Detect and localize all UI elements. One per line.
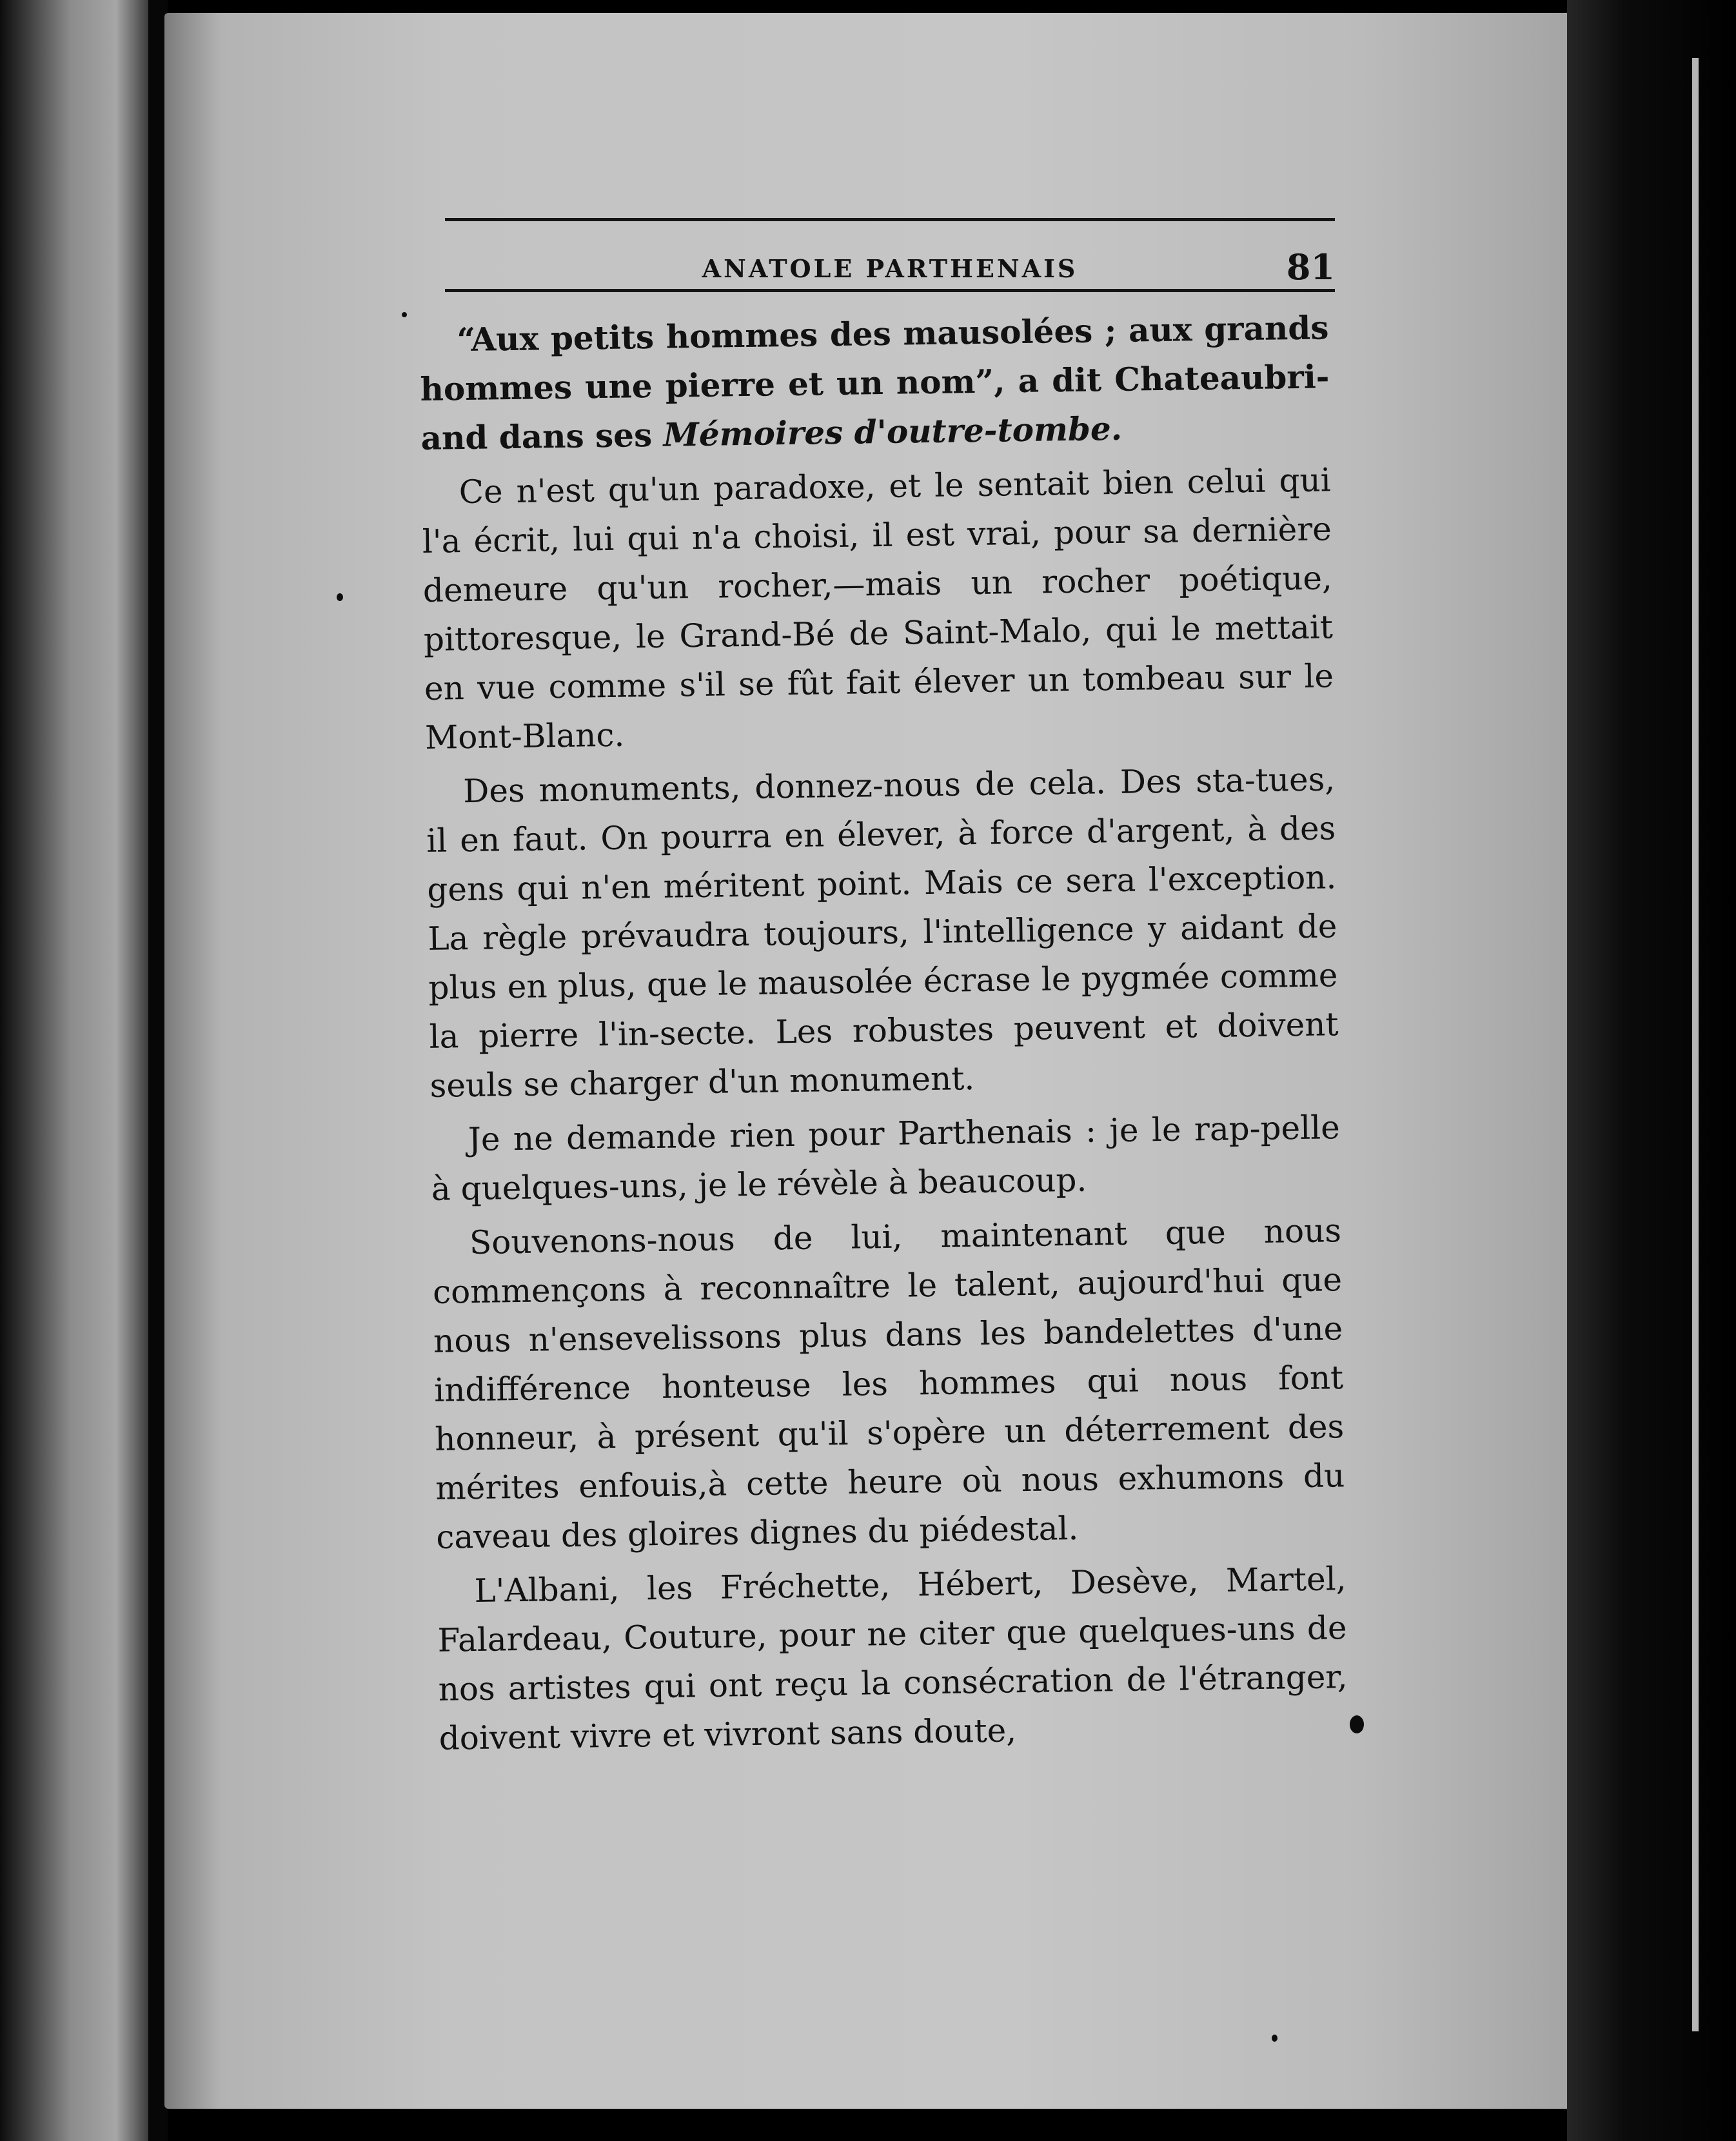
running-title: ANATOLE PARTHENAIS	[702, 254, 1078, 283]
header-rule-bottom	[445, 289, 1335, 292]
ink-speck	[1272, 2035, 1277, 2042]
ink-speck	[1350, 1715, 1364, 1733]
ink-speck	[337, 593, 343, 601]
page-number: 81	[1286, 246, 1335, 288]
book-title-italic: Mémoires d'outre-tombe.	[663, 409, 1123, 454]
quote-text: “Aux petits hommes des mausolées ; aux grands hommes une pierre et un nom”, a dit Chateaubri-and dans ses	[420, 308, 1330, 457]
paragraph: Je ne demande rien pour Parthenais : je le rap-pelle à quelques-uns, je le révèle à beaucoup.	[431, 1109, 1341, 1208]
page-body	[419, 303, 1348, 1768]
paragraph: Souvenons-nous de lui, maintenant que nous commençons à reconnaître le talent, aujourd'hui que nous n'ensevelissons plus dans les bandelettes d'une indifférence honteuse les hommes qui nous font honneur, à présent qu'il s'opère un déterrement des mérites enfouis,à cette heure où nous exhumons du caveau des gloires dignes du piédestal.	[432, 1212, 1345, 1556]
running-head	[445, 246, 1335, 288]
header-rule-top	[445, 218, 1335, 221]
paragraph: Ce n'est qu'un paradoxe, et le sentait bien celui qui l'a écrit, lui qui n'a choisi, il est vrai, pour sa dernière demeure qu'un rocher,—mais un rocher poétique, pittoresque, le Grand-Bé de Saint-Malo, qui le mettait en vue comme s'il se fût fait élever un tombeau sur le Mont-Blanc.	[422, 461, 1334, 756]
page-edge-shadow	[1567, 0, 1736, 2141]
paragraph: Des monuments, donnez-nous de cela. Des sta-tues, il en faut. On pourra en élever, à force d'argent, à des gens qui n'en méritent point. Mais ce sera l'exception. La règle prévaudra toujours, l'intelligence y aidant de plus en plus, que le mausolée écrase le pygmée comme la pierre l'in-secte. Les robustes peuvent et doivent seuls se charger d'un monument.	[426, 760, 1339, 1105]
ink-speck	[402, 312, 407, 317]
facing-page-edge	[0, 0, 148, 2141]
page-stack-edge	[1692, 58, 1699, 2031]
paragraph: L'Albani, les Fréchette, Hébert, Desève, Martel, Falardeau, Couture, pour ne citer que quelques-uns de nos artistes qui ont reçu la consécration de l'étranger, doivent vivre et vivront sans doute,	[437, 1560, 1348, 1757]
paragraph-quote	[419, 303, 1330, 463]
